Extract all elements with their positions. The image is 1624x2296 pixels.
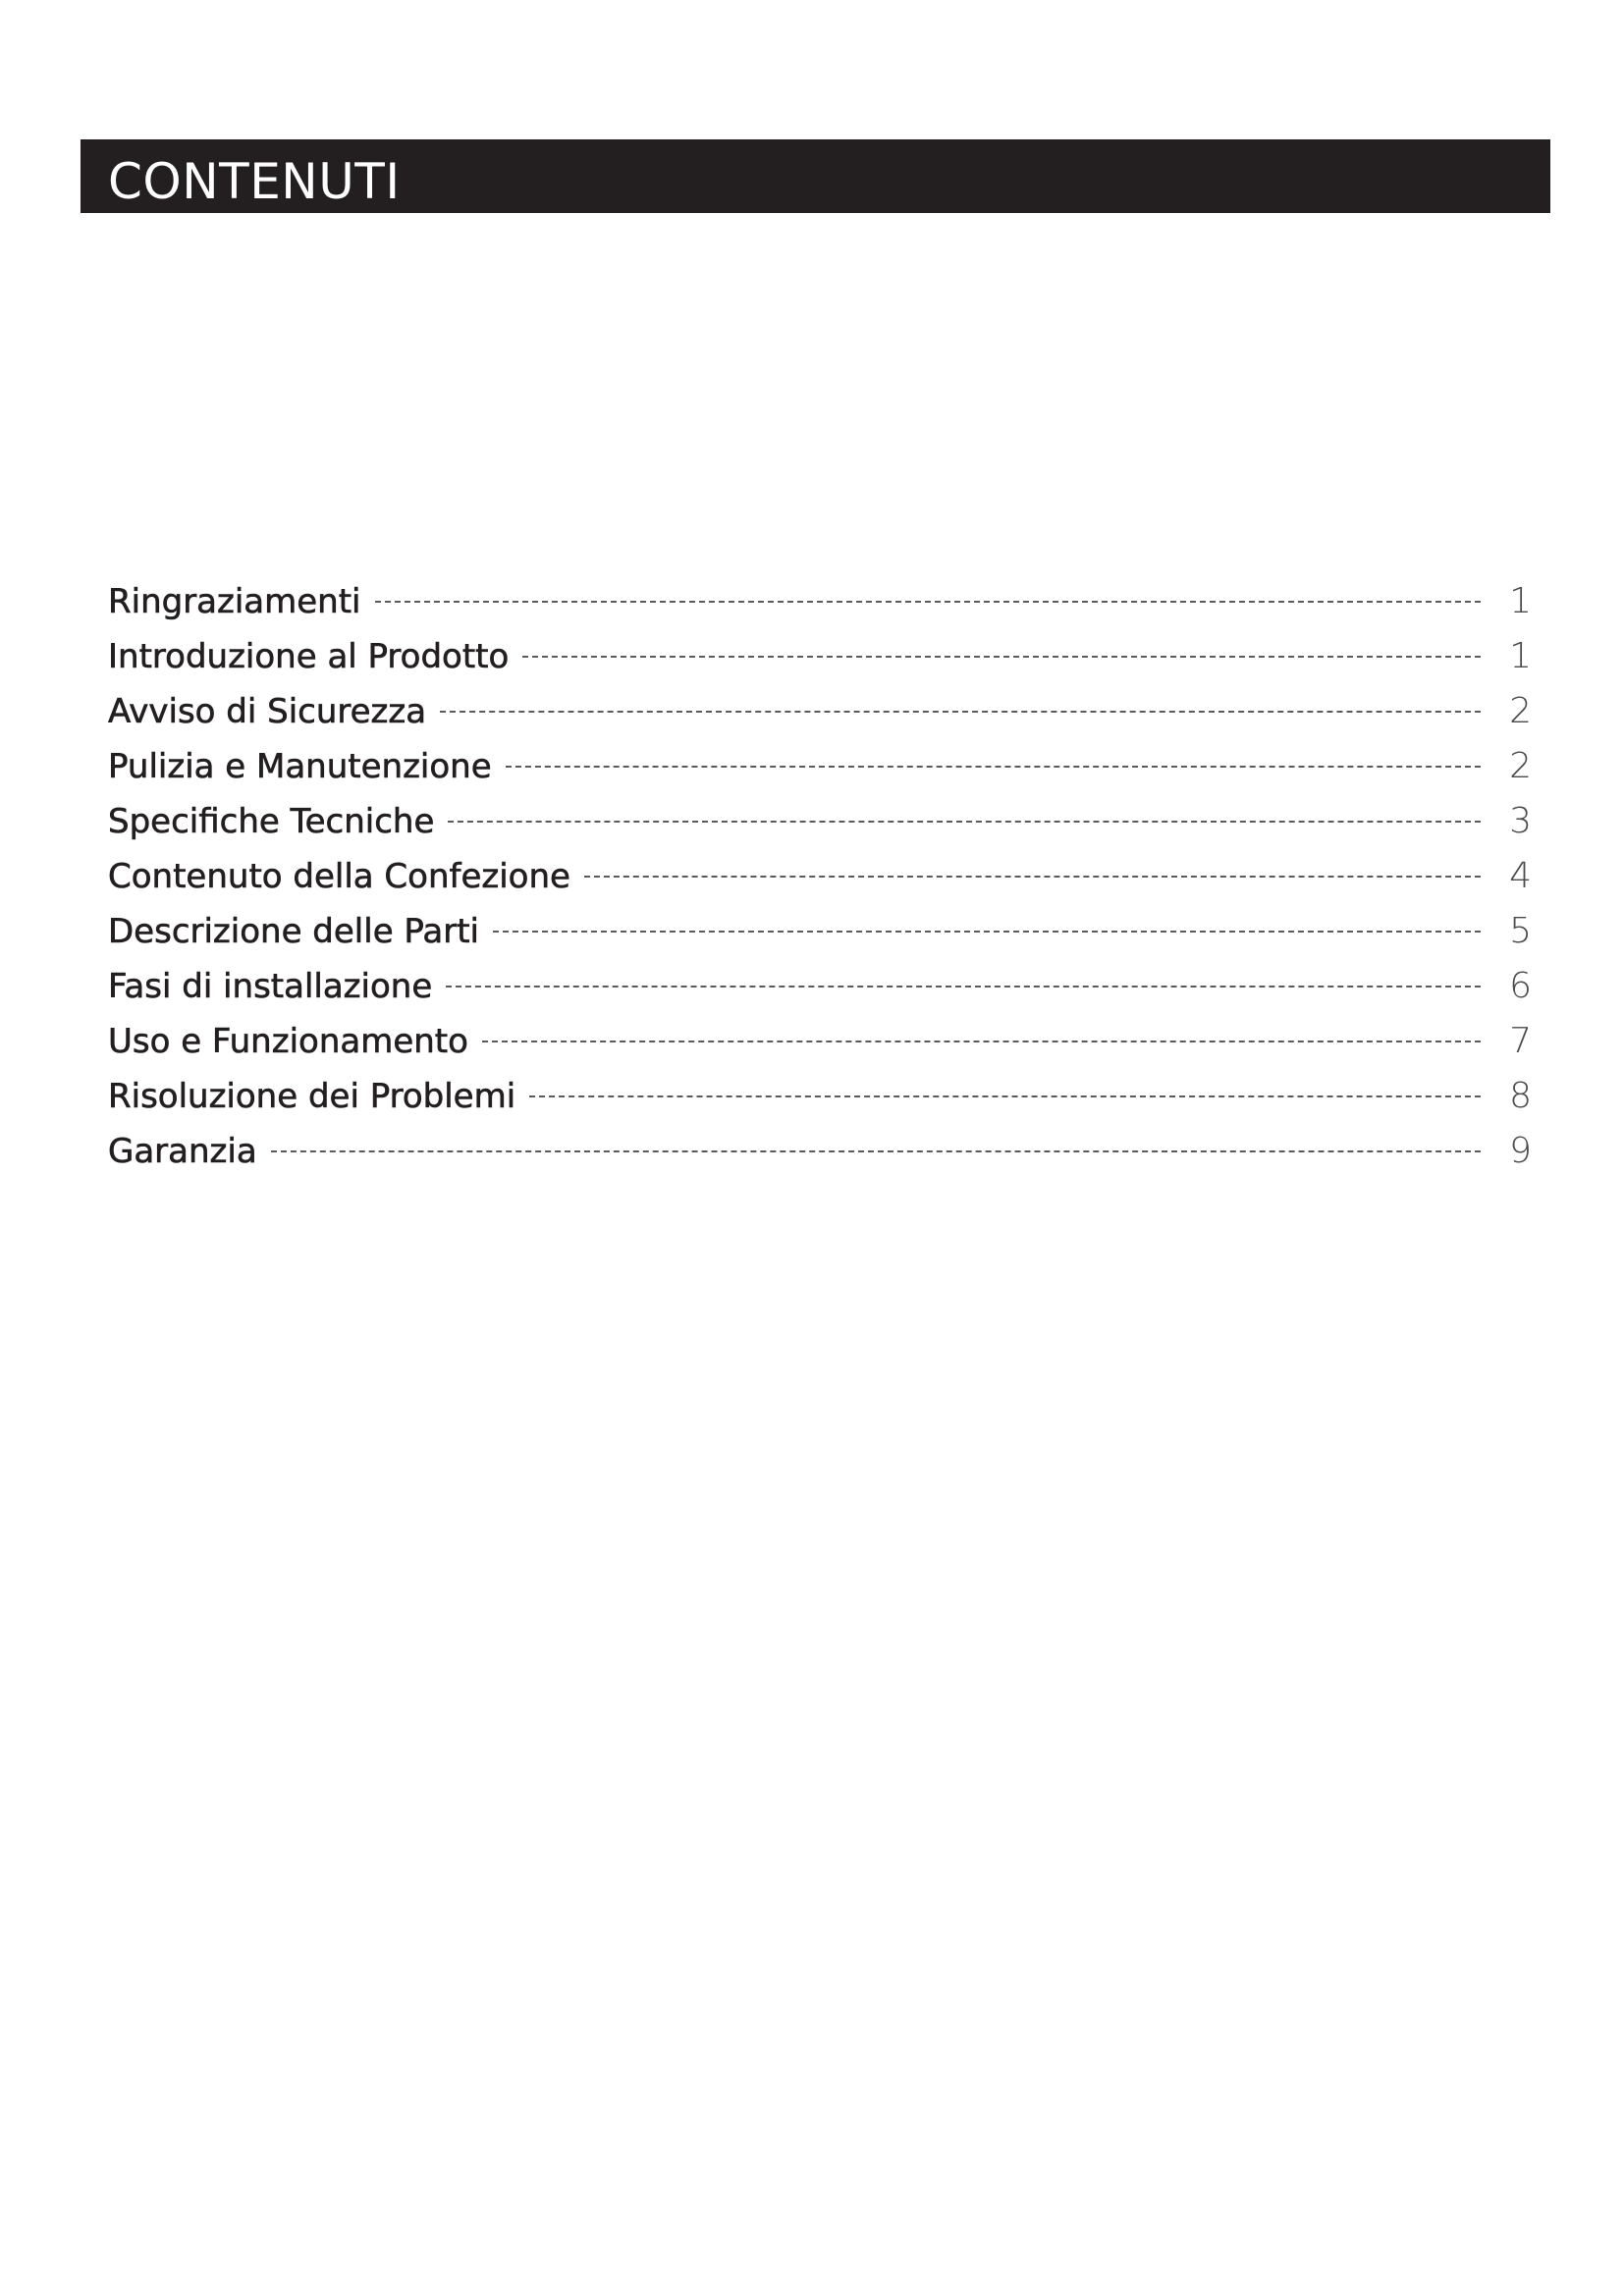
toc-dotted-leader <box>493 931 1481 933</box>
toc-page-number: 9 <box>1509 1131 1532 1171</box>
toc-page-number: 7 <box>1509 1021 1532 1061</box>
toc-entry-label: Pulizia e Manutenzione <box>108 747 492 786</box>
toc-dotted-leader <box>375 601 1481 603</box>
toc-entry-label: Garanzia <box>108 1132 257 1171</box>
toc-page-number: 8 <box>1509 1076 1532 1116</box>
toc-entry-label: Ringraziamenti <box>108 582 361 621</box>
toc-entry-specifiche[interactable] <box>108 801 1532 856</box>
toc-dotted-leader <box>506 766 1481 768</box>
toc-dotted-leader <box>446 986 1481 988</box>
toc-dotted-leader <box>522 656 1481 658</box>
toc-entry-label: Descrizione delle Parti <box>108 912 479 951</box>
toc-page-number: 6 <box>1509 966 1532 1006</box>
toc-dotted-leader <box>482 1041 1481 1042</box>
toc-entry-garanzia[interactable] <box>108 1131 1532 1186</box>
toc-page-number: 3 <box>1509 801 1532 841</box>
toc-entry-label: Fasi di installazione <box>108 967 433 1006</box>
toc-entry-ringraziamenti[interactable] <box>108 581 1532 636</box>
page-title: CONTENUTI <box>108 153 401 210</box>
toc-dotted-leader <box>448 821 1481 823</box>
toc-entry-pulizia[interactable] <box>108 746 1532 801</box>
toc-entry-introduzione[interactable] <box>108 636 1532 691</box>
toc-page-number: 4 <box>1509 856 1532 896</box>
toc-entry-uso[interactable] <box>108 1021 1532 1076</box>
toc-dotted-leader <box>440 711 1481 713</box>
toc-dotted-leader <box>584 876 1481 878</box>
toc-entry-label: Uso e Funzionamento <box>108 1022 468 1061</box>
toc-page-number: 1 <box>1509 636 1532 676</box>
toc-dotted-leader <box>271 1150 1481 1152</box>
toc-page-number: 2 <box>1509 746 1532 786</box>
toc-entry-label: Contenuto della Confezione <box>108 857 570 896</box>
toc-entry-label: Introduzione al Prodotto <box>108 637 510 676</box>
toc-entry-risoluzione[interactable] <box>108 1076 1532 1131</box>
toc-page-number: 2 <box>1509 691 1532 731</box>
toc-entry-label: Specifiche Tecniche <box>108 802 435 841</box>
toc-page-number: 1 <box>1509 581 1532 621</box>
toc-dotted-leader <box>529 1095 1481 1097</box>
toc-entry-label: Risoluzione dei Problemi <box>108 1077 516 1116</box>
toc-entry-descrizione[interactable] <box>108 911 1532 966</box>
toc-page-number: 5 <box>1509 911 1532 951</box>
toc-entry-contenuto[interactable] <box>108 856 1532 911</box>
table-of-contents <box>108 581 1532 1186</box>
toc-entry-installazione[interactable] <box>108 966 1532 1021</box>
section-header-bar <box>81 139 1550 213</box>
toc-entry-avviso-sicurezza[interactable] <box>108 691 1532 746</box>
toc-entry-label: Avviso di Sicurezza <box>108 692 427 731</box>
